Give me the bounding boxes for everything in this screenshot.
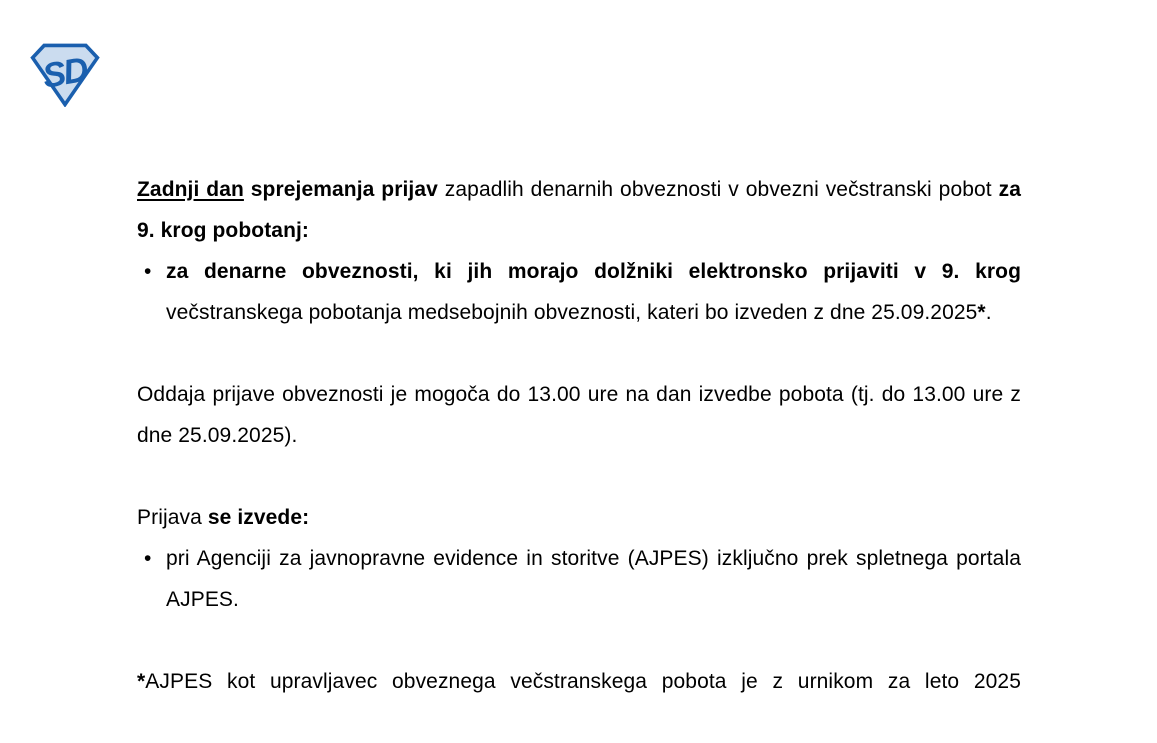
list2-text: pri Agenciji za javnopravne evidence in storitve (AJPES) izključno prek spletnega portala AJPES. bbox=[166, 547, 1021, 611]
intro-tail-bold: za 9. krog pobotanj: bbox=[137, 178, 1021, 242]
intro-lead-underlined: Zadnji dan bbox=[137, 178, 244, 201]
footnote-text: AJPES kot upravljavec obveznega večstranskega pobota je z urnikom za leto 2025 bbox=[145, 670, 1021, 693]
list1-period: . bbox=[985, 301, 992, 324]
list-item-electronic-submission bbox=[137, 251, 1021, 333]
list1-bold-text: za denarne obveznosti, ki jih morajo dolžniki elektronsko prijaviti v 9. krog bbox=[166, 260, 1021, 283]
deadline-text: Oddaja prijave obveznosti je mogoča do 13.00 ure na dan izvedbe pobota (tj. do 13.00 ure z dne 25.09.2025). bbox=[137, 383, 1021, 447]
footnote-asterisk: * bbox=[137, 670, 146, 693]
sd-logo bbox=[29, 43, 101, 107]
list-item-ajpes-portal bbox=[137, 538, 1021, 620]
bullet-icon: • bbox=[144, 547, 152, 570]
footnote-paragraph bbox=[137, 661, 1021, 702]
document-body bbox=[137, 169, 1021, 702]
sd-shield-icon bbox=[29, 43, 101, 107]
intro-lead-bold: sprejemanja prijav bbox=[243, 178, 445, 201]
list1-regular-text: večstranskega pobotanja medsebojnih obveznosti, kateri bo izveden z dne 25.09.2025 bbox=[166, 301, 978, 324]
bullet-icon: • bbox=[144, 260, 152, 283]
list1-asterisk: * bbox=[977, 301, 986, 324]
sd-logo-letters: SD bbox=[39, 50, 90, 96]
deadline-paragraph bbox=[137, 374, 1021, 456]
submission-heading bbox=[137, 497, 1021, 538]
intro-body-text: zapadlih denarnih obveznosti v obvezni večstranski pobot bbox=[444, 178, 999, 201]
heading-bold-text: se izvede: bbox=[207, 506, 310, 529]
heading-regular-text: Prijava bbox=[137, 506, 208, 529]
intro-paragraph bbox=[137, 169, 1021, 251]
